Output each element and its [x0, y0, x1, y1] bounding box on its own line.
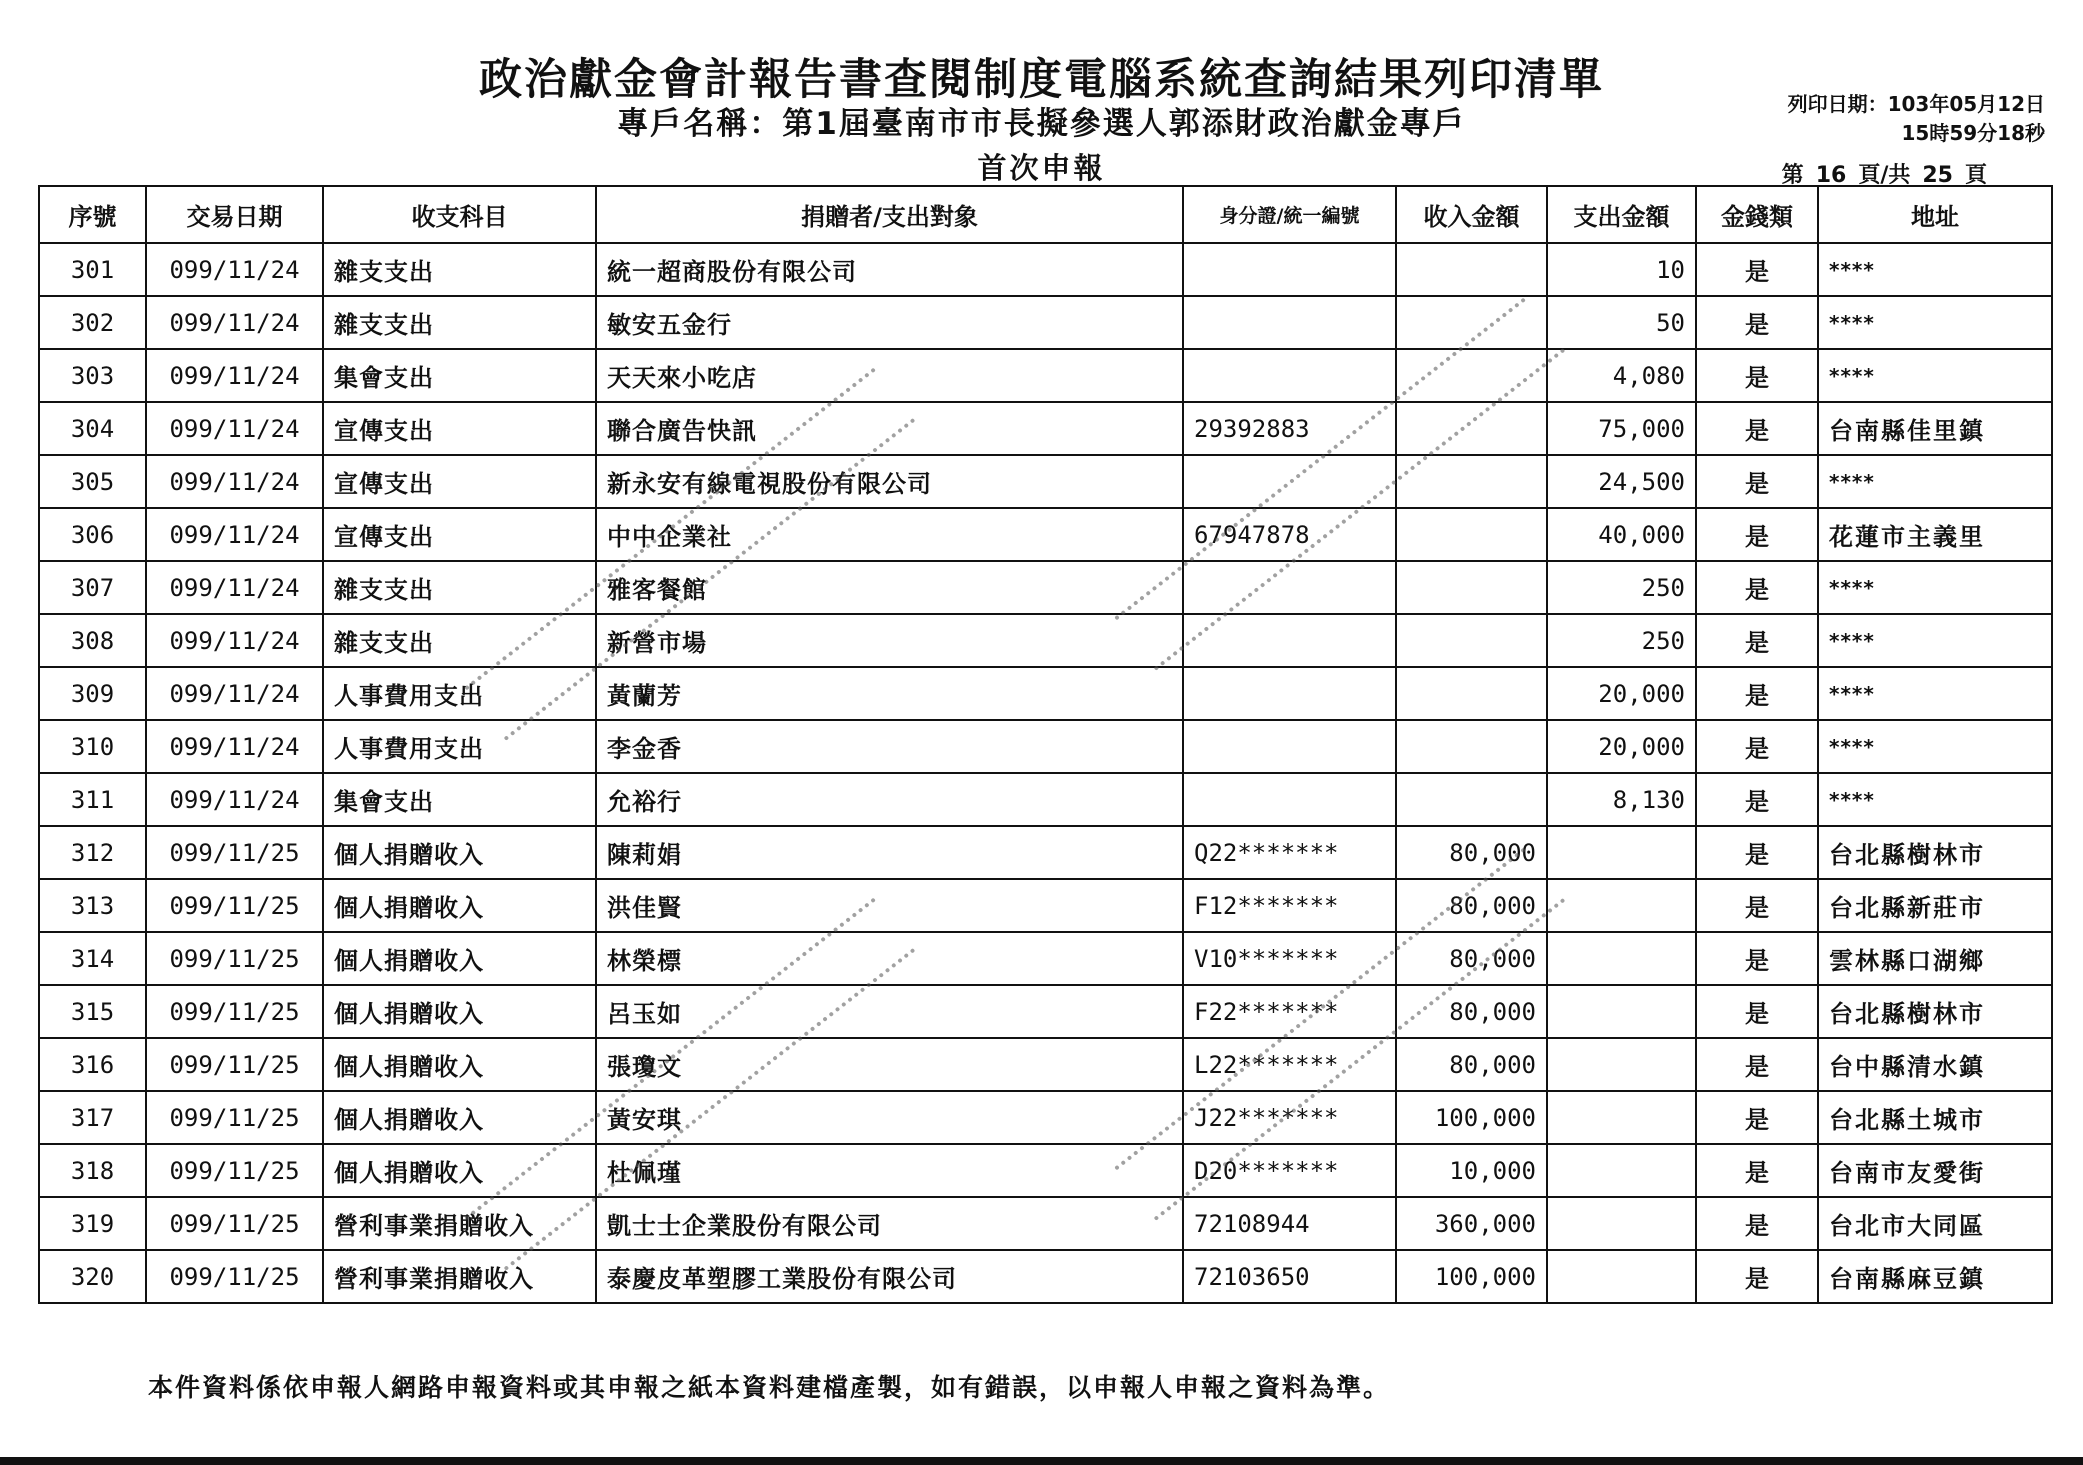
row-category: 集會支出	[323, 349, 596, 402]
row-cash-flag: 是	[1696, 932, 1818, 985]
page-mid: 頁/共	[1858, 163, 1911, 188]
row-cash-flag: 是	[1696, 879, 1818, 932]
row-id-number: 29392883	[1183, 402, 1396, 455]
ledger-table	[38, 185, 2053, 1304]
row-seq: 319	[39, 1197, 146, 1250]
row-date: 099/11/24	[146, 402, 323, 455]
row-date: 099/11/24	[146, 349, 323, 402]
print-date-line2: 15時59分18秒	[1901, 121, 2045, 145]
table-row	[39, 1144, 2052, 1197]
row-id-number	[1183, 561, 1396, 614]
row-expense: 10	[1547, 243, 1696, 296]
row-address: 台南市友愛街	[1818, 1144, 2052, 1197]
row-cash-flag: 是	[1696, 455, 1818, 508]
row-address: 花蓮市主義里	[1818, 508, 2052, 561]
row-expense: 8,130	[1547, 773, 1696, 826]
row-category: 宣傳支出	[323, 508, 596, 561]
row-id-number: V10*******	[1183, 932, 1396, 985]
row-cash-flag: 是	[1696, 402, 1818, 455]
row-address: ****	[1818, 243, 2052, 296]
table-row	[39, 243, 2052, 296]
row-party: 雅客餐館	[596, 561, 1183, 614]
row-category: 個人捐贈收入	[323, 826, 596, 879]
row-address: ****	[1818, 561, 2052, 614]
row-date: 099/11/24	[146, 243, 323, 296]
row-expense: 250	[1547, 561, 1696, 614]
row-seq: 305	[39, 455, 146, 508]
row-expense: 4,080	[1547, 349, 1696, 402]
table-row	[39, 773, 2052, 826]
row-category: 宣傳支出	[323, 455, 596, 508]
row-date: 099/11/25	[146, 826, 323, 879]
row-cash-flag: 是	[1696, 667, 1818, 720]
row-date: 099/11/24	[146, 720, 323, 773]
row-expense	[1547, 1091, 1696, 1144]
row-category: 個人捐贈收入	[323, 1038, 596, 1091]
row-income	[1396, 614, 1547, 667]
row-category: 人事費用支出	[323, 667, 596, 720]
table-row	[39, 720, 2052, 773]
row-address: 台北縣樹林市	[1818, 985, 2052, 1038]
row-address: 台北縣土城市	[1818, 1091, 2052, 1144]
row-address: 台南縣佳里鎮	[1818, 402, 2052, 455]
col-header-date: 交易日期	[146, 186, 323, 243]
row-party: 呂玉如	[596, 985, 1183, 1038]
row-seq: 317	[39, 1091, 146, 1144]
table-row	[39, 985, 2052, 1038]
row-address: 台北縣新莊市	[1818, 879, 2052, 932]
row-address: 台南縣麻豆鎮	[1818, 1250, 2052, 1303]
row-seq: 311	[39, 773, 146, 826]
row-income: 10,000	[1396, 1144, 1547, 1197]
row-expense	[1547, 826, 1696, 879]
row-category: 雜支支出	[323, 561, 596, 614]
row-cash-flag: 是	[1696, 243, 1818, 296]
row-date: 099/11/24	[146, 667, 323, 720]
row-seq: 315	[39, 985, 146, 1038]
row-date: 099/11/24	[146, 614, 323, 667]
row-category: 營利事業捐贈收入	[323, 1197, 596, 1250]
row-id-number: F12*******	[1183, 879, 1396, 932]
col-header-address: 地址	[1818, 186, 2052, 243]
row-cash-flag: 是	[1696, 720, 1818, 773]
row-cash-flag: 是	[1696, 773, 1818, 826]
row-seq: 320	[39, 1250, 146, 1303]
row-income: 80,000	[1396, 826, 1547, 879]
header-row	[39, 186, 2052, 243]
row-address: 台北縣樹林市	[1818, 826, 2052, 879]
row-expense: 20,000	[1547, 667, 1696, 720]
row-cash-flag: 是	[1696, 1144, 1818, 1197]
row-id-number	[1183, 614, 1396, 667]
row-expense	[1547, 1197, 1696, 1250]
row-id-number: 67947878	[1183, 508, 1396, 561]
row-expense: 24,500	[1547, 455, 1696, 508]
row-seq: 314	[39, 932, 146, 985]
row-address: ****	[1818, 455, 2052, 508]
row-date: 099/11/24	[146, 508, 323, 561]
row-seq: 302	[39, 296, 146, 349]
row-income	[1396, 402, 1547, 455]
row-id-number: L22*******	[1183, 1038, 1396, 1091]
row-date: 099/11/25	[146, 1038, 323, 1091]
col-header-income: 收入金額	[1396, 186, 1547, 243]
row-address: 雲林縣口湖鄉	[1818, 932, 2052, 985]
row-seq: 306	[39, 508, 146, 561]
page-prefix: 第	[1781, 163, 1804, 188]
row-id-number: D20*******	[1183, 1144, 1396, 1197]
row-category: 個人捐贈收入	[323, 1091, 596, 1144]
row-category: 個人捐贈收入	[323, 985, 596, 1038]
row-category: 雜支支出	[323, 296, 596, 349]
row-party: 中中企業社	[596, 508, 1183, 561]
col-header-cash: 金錢類	[1696, 186, 1818, 243]
row-address: ****	[1818, 773, 2052, 826]
row-party: 林榮標	[596, 932, 1183, 985]
row-income: 80,000	[1396, 932, 1547, 985]
row-date: 099/11/24	[146, 773, 323, 826]
row-category: 個人捐贈收入	[323, 879, 596, 932]
row-expense: 40,000	[1547, 508, 1696, 561]
table-row	[39, 455, 2052, 508]
row-expense: 20,000	[1547, 720, 1696, 773]
row-party: 黃安琪	[596, 1091, 1183, 1144]
row-cash-flag: 是	[1696, 985, 1818, 1038]
row-party: 新營市場	[596, 614, 1183, 667]
table-row	[39, 349, 2052, 402]
row-address: ****	[1818, 667, 2052, 720]
row-income	[1396, 773, 1547, 826]
row-address: ****	[1818, 614, 2052, 667]
row-cash-flag: 是	[1696, 349, 1818, 402]
row-category: 雜支支出	[323, 243, 596, 296]
row-income: 80,000	[1396, 1038, 1547, 1091]
row-income	[1396, 455, 1547, 508]
page-suffix: 頁	[1964, 163, 1987, 188]
row-expense	[1547, 1144, 1696, 1197]
row-seq: 318	[39, 1144, 146, 1197]
row-income: 80,000	[1396, 879, 1547, 932]
row-category: 集會支出	[323, 773, 596, 826]
row-expense	[1547, 1038, 1696, 1091]
table-row	[39, 826, 2052, 879]
row-expense: 75,000	[1547, 402, 1696, 455]
row-address: ****	[1818, 296, 2052, 349]
table-row	[39, 561, 2052, 614]
row-party: 新永安有線電視股份有限公司	[596, 455, 1183, 508]
report-type: 首次申報	[977, 151, 1106, 185]
row-party: 張瓊文	[596, 1038, 1183, 1091]
row-party: 允裕行	[596, 773, 1183, 826]
row-cash-flag: 是	[1696, 1091, 1818, 1144]
col-header-id: 身分證/統一編號	[1183, 186, 1396, 243]
page-current: 16	[1815, 163, 1847, 188]
row-seq: 308	[39, 614, 146, 667]
table-row	[39, 879, 2052, 932]
row-party: 凱士士企業股份有限公司	[596, 1197, 1183, 1250]
row-seq: 316	[39, 1038, 146, 1091]
row-category: 個人捐贈收入	[323, 932, 596, 985]
row-party: 泰慶皮革塑膠工業股份有限公司	[596, 1250, 1183, 1303]
row-party: 陳莉娟	[596, 826, 1183, 879]
row-id-number: 72103650	[1183, 1250, 1396, 1303]
row-address: ****	[1818, 349, 2052, 402]
row-date: 099/11/24	[146, 296, 323, 349]
row-cash-flag: 是	[1696, 561, 1818, 614]
row-seq: 310	[39, 720, 146, 773]
row-cash-flag: 是	[1696, 1038, 1818, 1091]
row-party: 敏安五金行	[596, 296, 1183, 349]
row-expense: 50	[1547, 296, 1696, 349]
row-expense	[1547, 932, 1696, 985]
table-row	[39, 932, 2052, 985]
row-id-number: F22*******	[1183, 985, 1396, 1038]
table-row	[39, 667, 2052, 720]
row-income: 100,000	[1396, 1250, 1547, 1303]
row-seq: 307	[39, 561, 146, 614]
table-row	[39, 1091, 2052, 1144]
row-income	[1396, 561, 1547, 614]
row-id-number	[1183, 773, 1396, 826]
row-party: 聯合廣告快訊	[596, 402, 1183, 455]
row-cash-flag: 是	[1696, 826, 1818, 879]
col-header-seq: 序號	[39, 186, 146, 243]
table-row	[39, 296, 2052, 349]
ledger-body	[39, 243, 2052, 1303]
row-expense	[1547, 1250, 1696, 1303]
col-header-category: 收支科目	[323, 186, 596, 243]
row-id-number	[1183, 720, 1396, 773]
row-date: 099/11/25	[146, 1197, 323, 1250]
row-seq: 312	[39, 826, 146, 879]
footnote: 本件資料係依申報人網路申報資料或其申報之紙本資料建檔產製，如有錯誤，以申報人申報之資料為準。	[148, 1373, 1391, 1402]
row-id-number	[1183, 455, 1396, 508]
col-header-expense: 支出金額	[1547, 186, 1696, 243]
row-category: 雜支支出	[323, 614, 596, 667]
row-date: 099/11/25	[146, 1091, 323, 1144]
row-income: 100,000	[1396, 1091, 1547, 1144]
table-row	[39, 1197, 2052, 1250]
row-income	[1396, 349, 1547, 402]
row-date: 099/11/24	[146, 561, 323, 614]
row-id-number: J22*******	[1183, 1091, 1396, 1144]
row-income	[1396, 296, 1547, 349]
row-date: 099/11/25	[146, 1250, 323, 1303]
print-date-line1: 列印日期：103年05月12日	[1787, 92, 2045, 116]
row-seq: 304	[39, 402, 146, 455]
table-row	[39, 508, 2052, 561]
row-party: 天天來小吃店	[596, 349, 1183, 402]
row-category: 人事費用支出	[323, 720, 596, 773]
row-category: 宣傳支出	[323, 402, 596, 455]
row-id-number	[1183, 349, 1396, 402]
scan-edge	[0, 1457, 2083, 1465]
row-cash-flag: 是	[1696, 508, 1818, 561]
row-date: 099/11/24	[146, 455, 323, 508]
document-title: 政治獻金會計報告書查閱制度電腦系統查詢結果列印清單	[479, 55, 1604, 105]
row-cash-flag: 是	[1696, 1250, 1818, 1303]
account-name: 專戶名稱：第1屆臺南市市長擬參選人郭添財政治獻金專戶	[617, 106, 1466, 142]
row-address: 台北市大同區	[1818, 1197, 2052, 1250]
row-id-number	[1183, 667, 1396, 720]
row-cash-flag: 是	[1696, 1197, 1818, 1250]
row-party: 杜佩瑾	[596, 1144, 1183, 1197]
row-income: 80,000	[1396, 985, 1547, 1038]
row-date: 099/11/25	[146, 932, 323, 985]
row-cash-flag: 是	[1696, 296, 1818, 349]
row-date: 099/11/25	[146, 985, 323, 1038]
row-income	[1396, 508, 1547, 561]
row-category: 營利事業捐贈收入	[323, 1250, 596, 1303]
row-expense	[1547, 985, 1696, 1038]
row-category: 個人捐贈收入	[323, 1144, 596, 1197]
row-income	[1396, 243, 1547, 296]
table-row	[39, 1250, 2052, 1303]
row-expense	[1547, 879, 1696, 932]
row-address: 台中縣清水鎮	[1818, 1038, 2052, 1091]
row-income: 360,000	[1396, 1197, 1547, 1250]
row-seq: 303	[39, 349, 146, 402]
row-income	[1396, 667, 1547, 720]
table-row	[39, 614, 2052, 667]
row-address: ****	[1818, 720, 2052, 773]
row-id-number: Q22*******	[1183, 826, 1396, 879]
page-total: 25	[1922, 163, 1953, 188]
table-row	[39, 402, 2052, 455]
print-date	[1715, 90, 2045, 148]
row-cash-flag: 是	[1696, 614, 1818, 667]
row-party: 黃蘭芳	[596, 667, 1183, 720]
col-header-party: 捐贈者/支出對象	[596, 186, 1183, 243]
row-seq: 309	[39, 667, 146, 720]
row-seq: 313	[39, 879, 146, 932]
row-party: 洪佳賢	[596, 879, 1183, 932]
row-party: 統一超商股份有限公司	[596, 243, 1183, 296]
row-id-number	[1183, 243, 1396, 296]
row-date: 099/11/25	[146, 1144, 323, 1197]
row-id-number	[1183, 296, 1396, 349]
row-expense: 250	[1547, 614, 1696, 667]
row-seq: 301	[39, 243, 146, 296]
row-income	[1396, 720, 1547, 773]
row-id-number: 72108944	[1183, 1197, 1396, 1250]
table-row	[39, 1038, 2052, 1091]
row-party: 李金香	[596, 720, 1183, 773]
row-date: 099/11/25	[146, 879, 323, 932]
